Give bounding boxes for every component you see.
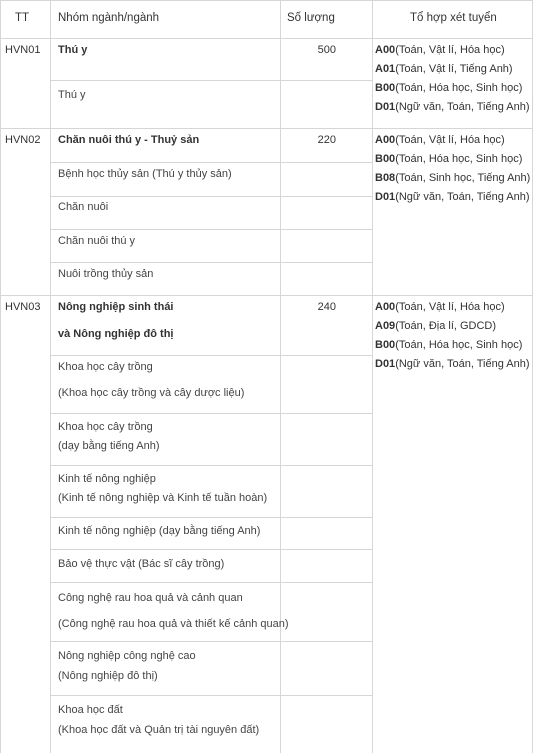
- combo-item: [375, 298, 505, 317]
- combo-code: A01: [375, 63, 396, 75]
- combo-item: [375, 41, 505, 60]
- major-item-note: (dạy bằng tiếng Anh): [58, 440, 160, 452]
- combo-subjects: (Toán, Hóa học, Sinh học): [395, 339, 523, 351]
- major-item: Công nghệ rau hoa quả và cảnh quan: [58, 592, 243, 604]
- combo-subjects: (Toán, Địa lí, GDCD): [395, 320, 497, 332]
- combo-code: D01: [375, 358, 396, 370]
- group-count: 220: [317, 134, 336, 146]
- major-item-note: (Khoa học cây trồng và cây dược liệu): [58, 387, 245, 399]
- combo-code: D01: [375, 191, 396, 203]
- row-line: [0, 295, 533, 296]
- row-line: [50, 641, 372, 642]
- row-line: [50, 262, 372, 263]
- group-count: 240: [317, 301, 336, 313]
- major-item: Nông nghiệp công nghệ cao: [58, 650, 196, 662]
- major-item: Khoa học đất: [58, 704, 123, 716]
- row-line: [50, 582, 372, 583]
- major-item-note: (Nông nghiệp đô thị): [58, 670, 158, 682]
- combo-item: [375, 60, 513, 79]
- row-line: [50, 517, 372, 518]
- row-line: [50, 465, 372, 466]
- combo-item: [375, 336, 522, 355]
- combo-code: D01: [375, 101, 396, 113]
- combo-subjects: (Toán, Vật lí, Hóa học): [395, 134, 505, 146]
- row-line: [50, 549, 372, 550]
- combo-code: A00: [375, 44, 396, 56]
- row-line: [50, 355, 372, 356]
- combo-subjects: (Ngữ văn, Toán, Tiếng Anh): [395, 358, 530, 370]
- major-item: Bảo vệ thực vật (Bác sĩ cây trồng): [58, 558, 225, 570]
- combo-subjects: (Toán, Vật lí, Hóa học): [395, 301, 505, 313]
- row-line: [50, 196, 372, 197]
- row-line: [0, 128, 533, 129]
- group-code: HVN03: [5, 301, 41, 313]
- combo-subjects: (Toán, Sinh học, Tiếng Anh): [395, 172, 531, 184]
- row-line: [50, 162, 372, 163]
- table-border-left: [0, 0, 1, 753]
- combo-item: [375, 355, 530, 374]
- combo-code: B00: [375, 82, 396, 94]
- row-line: [50, 413, 372, 414]
- combo-subjects: (Ngữ văn, Toán, Tiếng Anh): [395, 101, 530, 113]
- header-tt: TT: [15, 12, 30, 24]
- combo-item: [375, 150, 522, 169]
- combo-code: B08: [375, 172, 396, 184]
- major-item-note: (Khoa học đất và Quản trị tài nguyên đất): [58, 724, 260, 736]
- group-title: Thú y: [58, 44, 88, 56]
- header-group: Nhóm ngành/ngành: [58, 12, 160, 24]
- group-code: HVN01: [5, 44, 41, 56]
- combo-subjects: (Toán, Hóa học, Sinh học): [395, 82, 523, 94]
- combo-subjects: (Toán, Hóa học, Sinh học): [395, 153, 523, 165]
- row-line: [50, 695, 372, 696]
- combo-code: B00: [375, 153, 396, 165]
- combo-item: [375, 169, 530, 188]
- combo-code: A00: [375, 134, 396, 146]
- combo-item: [375, 188, 530, 207]
- combo-subjects: (Ngữ văn, Toán, Tiếng Anh): [395, 191, 530, 203]
- major-item: Thú y: [58, 89, 86, 101]
- table-border-top: [0, 0, 533, 1]
- row-line: [50, 80, 372, 81]
- group-title-line2: và Nông nghiệp đô thị: [58, 328, 174, 340]
- combo-subjects: (Toán, Vật lí, Hóa học): [395, 44, 505, 56]
- major-item: Kinh tế nông nghiệp: [58, 473, 156, 485]
- header-count: Số lượng: [287, 12, 335, 24]
- group-code: HVN02: [5, 134, 41, 146]
- major-item: Chăn nuôi thú y: [58, 235, 136, 247]
- major-item: Khoa học cây trồng: [58, 421, 153, 433]
- combo-item: [375, 131, 505, 150]
- major-item: Chăn nuôi: [58, 201, 109, 213]
- combo-code: A09: [375, 320, 396, 332]
- major-item-note: (Công nghệ rau hoa quả và thiết kế cảnh quan): [58, 618, 289, 630]
- combo-subjects: (Toán, Vật lí, Tiếng Anh): [395, 63, 513, 75]
- col-sep-3: [372, 0, 373, 753]
- combo-code: A00: [375, 301, 396, 313]
- combo-item: [375, 98, 530, 117]
- combo-code: B00: [375, 339, 396, 351]
- major-item-note: (Kinh tế nông nghiệp và Kinh tế tuần hoàn): [58, 492, 268, 504]
- major-item: Kinh tế nông nghiệp (dạy bằng tiếng Anh): [58, 525, 261, 537]
- major-item: Khoa học cây trồng: [58, 361, 153, 373]
- combo-item: [375, 317, 496, 336]
- header-combo: Tổ hợp xét tuyển: [410, 12, 497, 24]
- major-item: Bệnh học thủy sản (Thú y thủy sản): [58, 168, 232, 180]
- group-count: 500: [317, 44, 336, 56]
- row-line: [0, 38, 533, 39]
- group-title: Chăn nuôi thú y - Thuỷ sản: [58, 134, 200, 146]
- combo-item: [375, 79, 522, 98]
- row-line: [50, 229, 372, 230]
- major-item: Nuôi trồng thủy sản: [58, 268, 154, 280]
- group-title-line1: Nông nghiệp sinh thái: [58, 301, 174, 313]
